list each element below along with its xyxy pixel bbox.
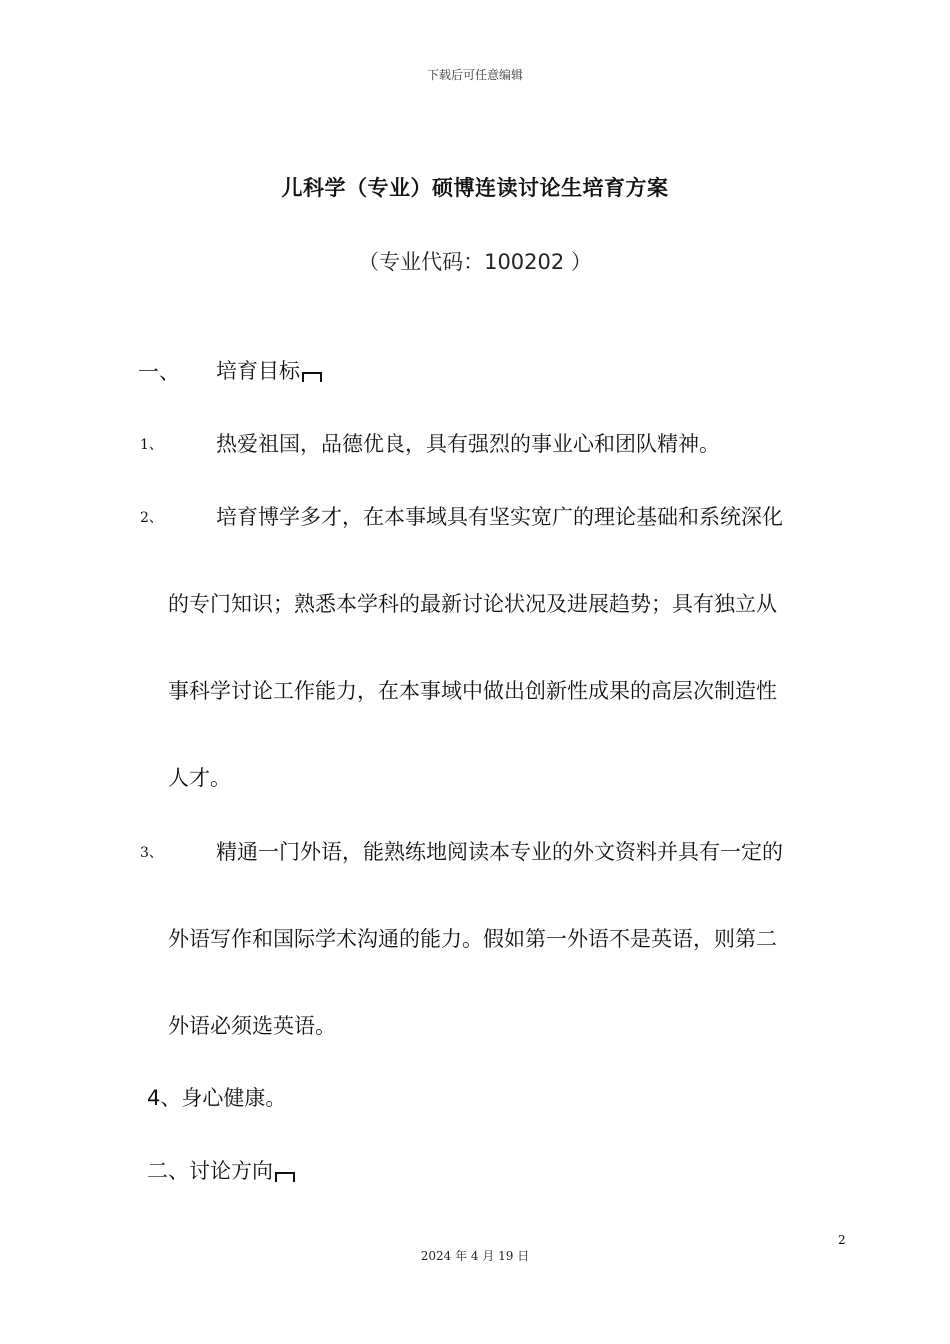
- item-4: 4、身心健康。: [147, 1086, 287, 1110]
- document-title: 儿科学（专业）硕博连读讨论生培育方案: [281, 176, 669, 200]
- heading-tail-mark: [275, 1172, 295, 1182]
- item-2-number: 2、: [140, 510, 163, 526]
- heading-tail-mark: [302, 372, 322, 382]
- item-3-line-3: 外语必须选英语。: [168, 1014, 336, 1038]
- item-3-line-1: 精通一门外语，能熟练地阅读本专业的外文资料并具有一定的: [216, 840, 783, 864]
- page-number: 2: [838, 1233, 846, 1247]
- item-3-number: 3、: [140, 845, 163, 861]
- section-1-heading-text: 培育目标: [216, 359, 300, 383]
- section-1-heading: [216, 355, 322, 385]
- item-2-line-3: 事科学讨论工作能力，在本事域中做出创新性成果的高层次制造性: [168, 679, 777, 703]
- item-1-number: 1、: [140, 437, 163, 453]
- section-1-number: 一、: [138, 360, 180, 384]
- footer-date: 2024 年 4 月 19 日: [420, 1249, 530, 1263]
- section-2-heading-text: 二、讨论方向: [147, 1159, 273, 1183]
- item-2-line-2: 的专门知识；熟悉本学科的最新讨论状况及进展趋势；具有独立从: [168, 592, 777, 616]
- item-2-line-1: 培育博学多才，在本事域具有坚实宽广的理论基础和系统深化: [216, 505, 783, 529]
- item-3-line-2: 外语写作和国际学术沟通的能力。假如第一外语不是英语，则第二: [168, 927, 777, 951]
- item-2-line-4: 人才。: [168, 766, 231, 790]
- section-2-heading: [147, 1155, 295, 1185]
- document-subtitle: （专业代码：100202 ）: [358, 250, 592, 274]
- header-note: 下载后可任意编辑: [426, 68, 523, 82]
- item-1-line-1: 热爱祖国，品德优良，具有强烈的事业心和团队精神。: [216, 432, 720, 456]
